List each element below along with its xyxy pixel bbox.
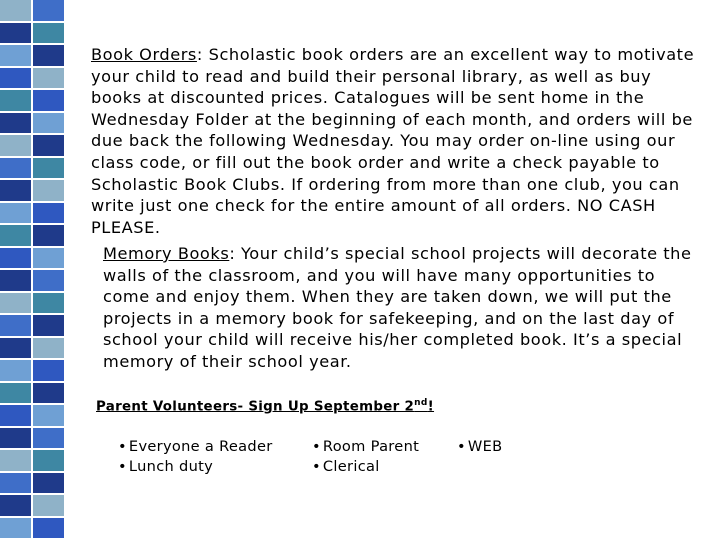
- memory-books-paragraph: [103, 243, 703, 373]
- parent-volunteers-heading: [96, 398, 434, 414]
- volunteer-item: • Clerical: [312, 457, 419, 477]
- book-orders-paragraph: [91, 44, 701, 238]
- volunteer-list-column-3: [457, 437, 502, 457]
- book-orders-text: : Scholastic book orders are an excellent way to motivate your child to read and build their personal library, as well as buy books at discounted prices. Catalogues will be sent home in the Wednesday Folder at the beginning of each month, and orders will be due back the following Wednesday. You may order on-line using our class code, or fill out the book order and write a check payable to Scholastic Book Clubs. If ordering from more than one club, you can write just one check for the entire amount of all orders. NO CASH PLEASE.: [91, 45, 695, 237]
- volunteer-item: • WEB: [457, 437, 502, 457]
- parent-volunteers-heading-sup: nd: [414, 398, 428, 408]
- memory-books-text: : Your child’s special school projects will decorate the walls of the classroom, and you will have many opportunities to come and enjoy them. When they are taken down, we will put the projects in a memory book for safekeeping, and on the last day of school your child will receive his/her completed book. It’s a special memory of their school year.: [103, 244, 692, 371]
- volunteer-list-column-1: [118, 437, 273, 476]
- parent-volunteers-heading-end: !: [427, 399, 435, 415]
- volunteer-item: • Room Parent: [312, 437, 419, 457]
- book-orders-heading: Book Orders: [91, 45, 197, 64]
- volunteer-item: • Everyone a Reader: [118, 437, 273, 457]
- memory-books-heading: Memory Books: [103, 244, 230, 263]
- parent-volunteers-heading-text: Parent Volunteers- Sign Up September 2: [96, 399, 415, 415]
- volunteer-item: • Lunch duty: [118, 457, 273, 477]
- volunteer-list-column-2: [312, 437, 419, 476]
